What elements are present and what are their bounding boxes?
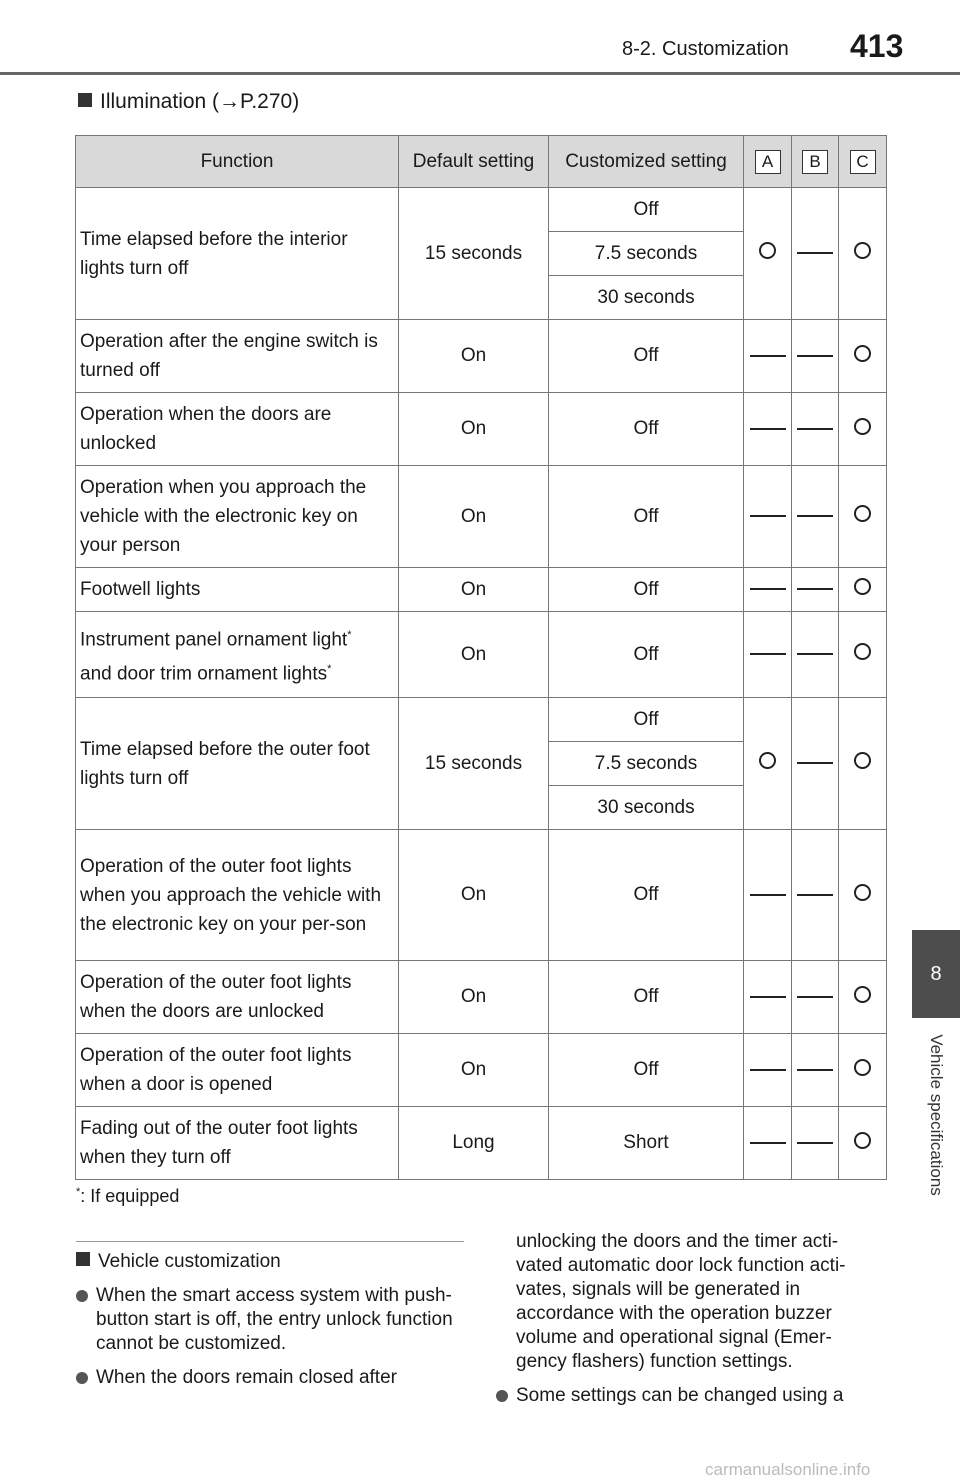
dash-icon: [797, 355, 833, 357]
col-a-cell: [744, 961, 792, 1034]
col-b-cell: [792, 320, 839, 393]
badge-a: A: [755, 150, 781, 174]
function-cell: Operation of the outer foot lights when you approach the vehicle with the electronic key on your per-son: [76, 830, 399, 961]
col-c-cell: [839, 1107, 887, 1180]
col-a-cell: [744, 188, 792, 320]
default-cell: On: [399, 320, 549, 393]
header-default: Default setting: [399, 136, 549, 188]
dash-icon: [750, 653, 786, 655]
default-cell: On: [399, 466, 549, 568]
circle-icon: [854, 752, 871, 769]
badge-c: C: [850, 150, 876, 174]
circle-icon: [854, 986, 871, 1003]
table-row: [76, 320, 887, 393]
header-a: [744, 136, 792, 188]
dash-icon: [797, 1142, 833, 1144]
section-title-text: Illumination (→P.270): [100, 90, 300, 113]
note-item: [76, 1284, 464, 1356]
col-c-cell: [839, 830, 887, 961]
col-a-cell: [744, 1107, 792, 1180]
dash-icon: [797, 588, 833, 590]
note-text: When the doors remain closed after: [96, 1367, 397, 1388]
circle-icon: [854, 242, 871, 259]
function-cell: Time elapsed before the outer foot lights turn off: [76, 698, 399, 830]
circle-icon: [854, 345, 871, 362]
function-cell: Operation after the engine switch is turned off: [76, 320, 399, 393]
customization-table: [75, 135, 887, 1180]
notes-title: [76, 1250, 464, 1274]
function-cell: Time elapsed before the interior lights turn off: [76, 188, 399, 320]
chapter-tab: 8: [912, 930, 960, 1018]
custom-cell: Off: [549, 961, 744, 1034]
col-b-cell: [792, 830, 839, 961]
watermark: carmanualsonline.info: [705, 1460, 871, 1479]
default-cell: On: [399, 612, 549, 698]
dash-icon: [750, 428, 786, 430]
circle-icon: [854, 578, 871, 595]
table-row: [76, 698, 887, 742]
dash-icon: [797, 515, 833, 517]
footnote-mark: *: [327, 662, 332, 675]
bullet-icon: [76, 1290, 88, 1302]
header-b: [792, 136, 839, 188]
dash-icon: [797, 653, 833, 655]
note-text: When the smart access system with push-button start is off, the entry unlock function cannot be customized.: [96, 1285, 453, 1354]
dash-icon: [797, 894, 833, 896]
custom-cell: 30 seconds: [549, 276, 744, 320]
notes-right-column: [496, 1230, 880, 1408]
dash-icon: [750, 996, 786, 998]
col-b-cell: [792, 961, 839, 1034]
default-cell: 15 seconds: [399, 698, 549, 830]
dash-icon: [750, 1142, 786, 1144]
col-c-cell: [839, 320, 887, 393]
footnote-text: : If equipped: [80, 1186, 180, 1206]
dash-icon: [750, 588, 786, 590]
circle-icon: [759, 752, 776, 769]
default-cell: On: [399, 830, 549, 961]
header-custom: Customized setting: [549, 136, 744, 188]
col-a-cell: [744, 1034, 792, 1107]
table-row: [76, 612, 887, 698]
default-cell: 15 seconds: [399, 188, 549, 320]
col-c-cell: [839, 188, 887, 320]
custom-cell: Off: [549, 393, 744, 466]
function-cell: [76, 612, 399, 698]
table-row: [76, 393, 887, 466]
col-b-cell: [792, 393, 839, 466]
custom-cell: Off: [549, 466, 744, 568]
dash-icon: [797, 762, 833, 764]
default-cell: On: [399, 393, 549, 466]
circle-icon: [854, 643, 871, 660]
circle-icon: [854, 884, 871, 901]
circle-icon: [759, 242, 776, 259]
square-bullet-icon: [76, 1252, 90, 1266]
function-cell: Operation of the outer foot lights when a door is opened: [76, 1034, 399, 1107]
table-row: [76, 466, 887, 568]
notes-title-text: Vehicle customization: [98, 1251, 281, 1272]
col-a-cell: [744, 466, 792, 568]
col-b-cell: [792, 612, 839, 698]
function-text: Instrument panel ornament light: [80, 629, 348, 651]
section-title: [78, 90, 299, 114]
bullet-icon: [76, 1372, 88, 1384]
col-c-cell: [839, 961, 887, 1034]
footnote: [76, 1186, 179, 1207]
notes-left-column: [76, 1250, 464, 1390]
custom-cell: Off: [549, 1034, 744, 1107]
col-a-cell: [744, 393, 792, 466]
function-cell: Fading out of the outer foot lights when they turn off: [76, 1107, 399, 1180]
col-c-cell: [839, 612, 887, 698]
dash-icon: [750, 355, 786, 357]
col-a-cell: [744, 320, 792, 393]
table-row: [76, 568, 887, 612]
function-cell: Footwell lights: [76, 568, 399, 612]
footnote-mark: *: [76, 1186, 81, 1198]
page-number: 413: [850, 28, 904, 64]
custom-cell: Short: [549, 1107, 744, 1180]
note-item: [76, 1366, 464, 1390]
notes-divider: [76, 1241, 464, 1242]
custom-cell: Off: [549, 612, 744, 698]
function-cell: Operation when the doors are unlocked: [76, 393, 399, 466]
circle-icon: [854, 418, 871, 435]
function-cell: Operation when you approach the vehicle with the electronic key on your person: [76, 466, 399, 568]
col-b-cell: [792, 698, 839, 830]
table-row: [76, 961, 887, 1034]
note-item: [496, 1384, 880, 1408]
default-cell: On: [399, 961, 549, 1034]
col-c-cell: [839, 393, 887, 466]
col-b-cell: [792, 466, 839, 568]
footnote-mark: *: [347, 629, 352, 642]
col-c-cell: [839, 466, 887, 568]
dash-icon: [750, 894, 786, 896]
table-row: [76, 188, 887, 232]
dash-icon: [797, 252, 833, 254]
col-a-cell: [744, 568, 792, 612]
col-b-cell: [792, 188, 839, 320]
circle-icon: [854, 1059, 871, 1076]
col-a-cell: [744, 612, 792, 698]
custom-cell: 7.5 seconds: [549, 232, 744, 276]
dash-icon: [797, 428, 833, 430]
custom-cell: Off: [549, 188, 744, 232]
default-cell: On: [399, 568, 549, 612]
chapter-label: Vehicle specifications: [927, 1034, 946, 1196]
badge-b: B: [802, 150, 828, 174]
table-header-row: [76, 136, 887, 188]
col-c-cell: [839, 698, 887, 830]
function-cell: Operation of the outer foot lights when the doors are unlocked: [76, 961, 399, 1034]
dash-icon: [750, 515, 786, 517]
col-a-cell: [744, 830, 792, 961]
dash-icon: [750, 1069, 786, 1071]
custom-cell: 7.5 seconds: [549, 742, 744, 786]
custom-cell: 30 seconds: [549, 786, 744, 830]
col-a-cell: [744, 698, 792, 830]
default-cell: Long: [399, 1107, 549, 1180]
note-continuation: unlocking the doors and the timer acti-vated automatic door lock function acti-vates, signals will be generated in accordance with the operation buzzer volume and operational signal (Emer-gency flashers) function settings.: [516, 1231, 846, 1372]
dash-icon: [797, 1069, 833, 1071]
note-text: Some settings can be changed using a: [516, 1385, 844, 1406]
square-bullet-icon: [78, 93, 92, 107]
bullet-icon: [496, 1390, 508, 1402]
custom-cell: Off: [549, 320, 744, 393]
table-row: [76, 1034, 887, 1107]
header-function: Function: [76, 136, 399, 188]
col-c-cell: [839, 1034, 887, 1107]
table-row: [76, 830, 887, 961]
col-b-cell: [792, 1034, 839, 1107]
col-b-cell: [792, 568, 839, 612]
function-text: and door trim ornament lights: [80, 662, 328, 684]
custom-cell: Off: [549, 698, 744, 742]
table-row: [76, 1107, 887, 1180]
circle-icon: [854, 1132, 871, 1149]
dash-icon: [797, 996, 833, 998]
header-rule: [0, 72, 960, 75]
header-c: [839, 136, 887, 188]
col-b-cell: [792, 1107, 839, 1180]
circle-icon: [854, 505, 871, 522]
custom-cell: Off: [549, 830, 744, 961]
default-cell: On: [399, 1034, 549, 1107]
custom-cell: Off: [549, 568, 744, 612]
section-header: 8-2. Customization: [622, 38, 789, 60]
col-c-cell: [839, 568, 887, 612]
